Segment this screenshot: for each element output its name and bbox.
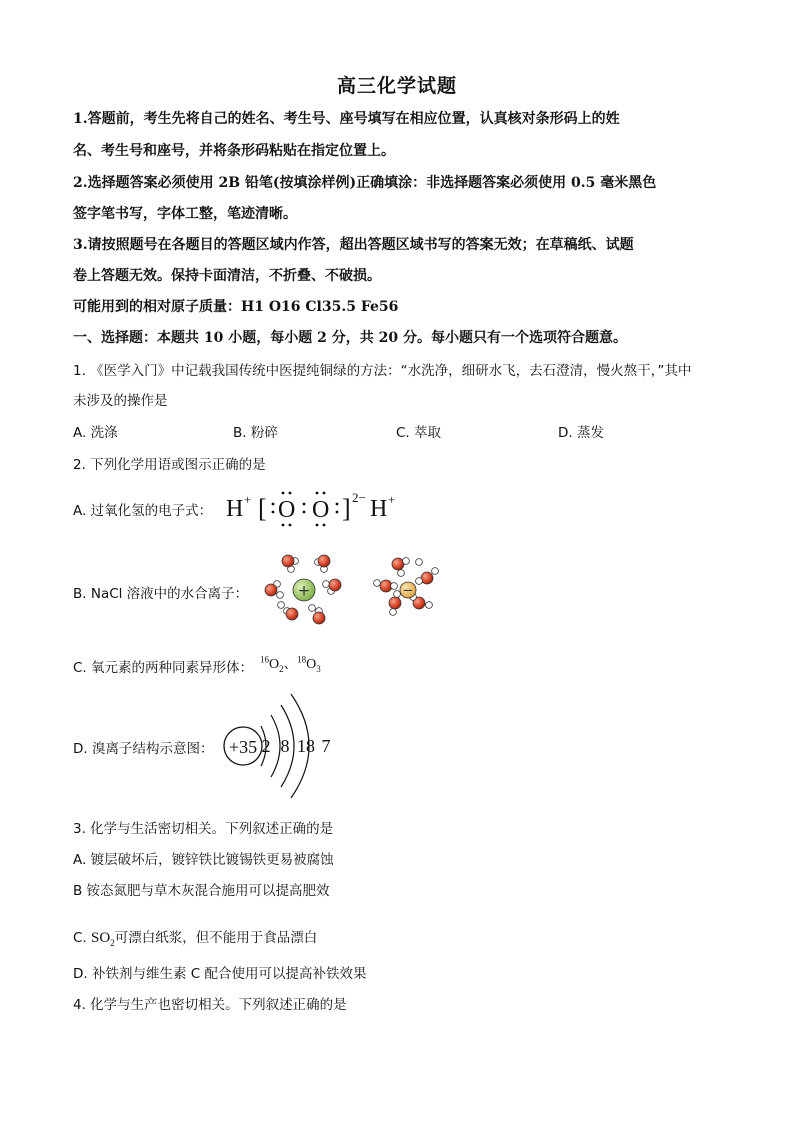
hydrogen-peroxide-lewis-structure	[222, 486, 412, 530]
formula-o-2: O	[312, 497, 330, 523]
q2-option-a-label: A. 过氧化氢的电子式：	[73, 503, 213, 519]
electron-shell-2	[271, 715, 280, 777]
lone-pair-dot	[336, 503, 339, 506]
bond-pair-dot	[303, 503, 306, 506]
hydrogen-atom	[278, 602, 285, 609]
hydrogen-atom	[403, 558, 410, 565]
shell-electrons-3: 18	[297, 736, 315, 756]
formula-o-1: O	[278, 497, 296, 523]
q1-stem-2: 未涉及的操作是	[73, 393, 168, 409]
lone-pair-dot	[323, 492, 326, 495]
anion-sign: −	[402, 583, 414, 599]
hydrated-ions-diagram	[258, 548, 450, 630]
q3-stem: 3. 化学与生活密切相关。下列叙述正确的是	[73, 821, 334, 837]
subscript-2: 2	[279, 663, 284, 674]
q1-options	[73, 421, 713, 441]
formula-charge: 2−	[352, 490, 366, 505]
hydrogen-atom	[426, 602, 433, 609]
hydrogen-atom	[309, 605, 316, 612]
q1-option-d: D. 蒸发	[558, 425, 604, 441]
oxygen-atom	[329, 579, 341, 591]
formula-plus-right: +	[388, 492, 396, 507]
q3-option-c	[73, 926, 317, 948]
lone-pair-dot	[316, 492, 319, 495]
hydrogen-atom	[416, 559, 423, 566]
lone-pair-dot	[289, 524, 292, 527]
allotrope-formulas	[260, 652, 321, 674]
instruction-1b: 名、考生号和座号，并将条形码粘贴在指定位置上。	[73, 143, 395, 159]
q3-option-b: B 铵态氮肥与草木灰混合施用可以提高肥效	[73, 883, 330, 899]
formula-bracket-open: [	[258, 494, 267, 523]
q1-option-c: C. 萃取	[396, 425, 442, 441]
hydrogen-atom	[374, 580, 381, 587]
page-title: 高三化学试题	[336, 75, 457, 97]
nucleus-charge: +35	[228, 737, 258, 757]
q3-option-c-text: 可漂白纸浆，但不能用于食品漂白	[114, 930, 318, 946]
cation-sign: +	[297, 581, 311, 600]
oxygen-o3: O	[306, 657, 317, 672]
subscript-3: 3	[316, 663, 321, 674]
q2-option-c-label: C. 氧元素的两种同素异形体：	[73, 660, 254, 676]
mass-number-18: 18	[297, 654, 307, 665]
hydrogen-atom	[398, 570, 405, 577]
instruction-3a: 3.请按照题号在各题目的答题区域内作答，超出答题区域书写的答案无效；在草稿纸、试题	[73, 237, 634, 253]
hydrogen-atom	[277, 592, 284, 599]
so2-subscript: 2	[110, 938, 115, 948]
oxygen-atom	[392, 558, 404, 570]
oxygen-o2: O	[269, 657, 280, 672]
q2-option-b-label: B. NaCl 溶液中的水合离子：	[73, 586, 249, 602]
lone-pair-dot	[289, 492, 292, 495]
q1-stem-1: 1. 《医学入门》中记载我国传统中医提纯铜绿的方法：“水洗净，细研水飞，去石澄清，慢火熬干，”其中	[73, 363, 692, 379]
so2-letters: SO	[91, 930, 111, 946]
formula-h-right: H	[370, 496, 388, 522]
shell-electrons-2: 8	[280, 736, 290, 756]
hydrogen-atom	[391, 583, 398, 590]
mass-number-16: 16	[260, 654, 269, 665]
instruction-1a: 1.答题前，考生先将自己的姓名、考生号、座号填写在相应位置，认真核对条形码上的姓	[73, 111, 620, 127]
oxygen-atom	[318, 555, 330, 567]
atomic-masses: 可能用到的相对原子质量：H1 O16 Cl35.5 Fe56	[73, 299, 399, 315]
q3-option-c-prefix: C.	[73, 930, 92, 946]
hydrogen-atom	[323, 581, 330, 588]
bromide-ion-structure-diagram	[219, 690, 339, 808]
instruction-2a: 2.选择题答案必须使用 2B 铅笔(按填涂样例)正确填涂：非选择题答案必须使用 0.5 毫米黑色	[73, 175, 657, 191]
section-1-heading: 一、选择题：本题共 10 小题，每小题 2 分，共 20 分。每小题只有一个选项符合题意。	[73, 330, 627, 346]
hydrogen-atom	[432, 568, 439, 575]
q2-stem: 2. 下列化学用语或图示正确的是	[73, 457, 266, 473]
q1-option-a: A. 洗涤	[73, 425, 118, 441]
q2-option-d-label: D. 溴离子结构示意图：	[73, 741, 214, 757]
q3-option-d: D. 补铁剂与维生素 C 配合使用可以提高补铁效果	[73, 966, 367, 982]
hydrogen-atom	[390, 609, 397, 616]
so2-formula	[91, 930, 115, 946]
bond-pair-dot	[303, 511, 306, 514]
hydrogen-atom	[394, 591, 401, 598]
hydrogen-atom	[416, 578, 423, 585]
lone-pair-dot	[272, 503, 275, 506]
lone-pair-dot	[272, 511, 275, 514]
q1-option-b: B. 粉碎	[233, 425, 278, 441]
oxygen-atom	[265, 584, 277, 596]
shell-electrons-1: 2	[261, 736, 271, 756]
oxygen-atom	[389, 597, 401, 609]
q4-stem: 4. 化学与生产也密切相关。下列叙述正确的是	[73, 997, 347, 1013]
formula-h-left: H	[226, 496, 244, 522]
instruction-3b: 卷上答题无效。保持卡面清洁，不折叠、不破损。	[73, 268, 381, 284]
oxygen-atom	[313, 612, 325, 624]
q3-option-a: A. 镀层破坏后，镀锌铁比镀锡铁更易被腐蚀	[73, 852, 334, 868]
lone-pair-dot	[323, 524, 326, 527]
lone-pair-dot	[316, 524, 319, 527]
formula-bracket-close: ]	[342, 494, 351, 523]
oxygen-atom	[421, 572, 433, 584]
lone-pair-dot	[282, 492, 285, 495]
oxygen-atom	[286, 608, 298, 620]
oxygen-atom	[282, 555, 294, 567]
lone-pair-dot	[282, 524, 285, 527]
shell-electrons-4: 7	[321, 736, 331, 756]
instruction-2b: 签字笔书写，字体工整，笔迹清晰。	[73, 206, 297, 222]
lone-pair-dot	[336, 511, 339, 514]
separator: 、	[283, 656, 298, 672]
formula-plus-left: +	[244, 492, 252, 507]
